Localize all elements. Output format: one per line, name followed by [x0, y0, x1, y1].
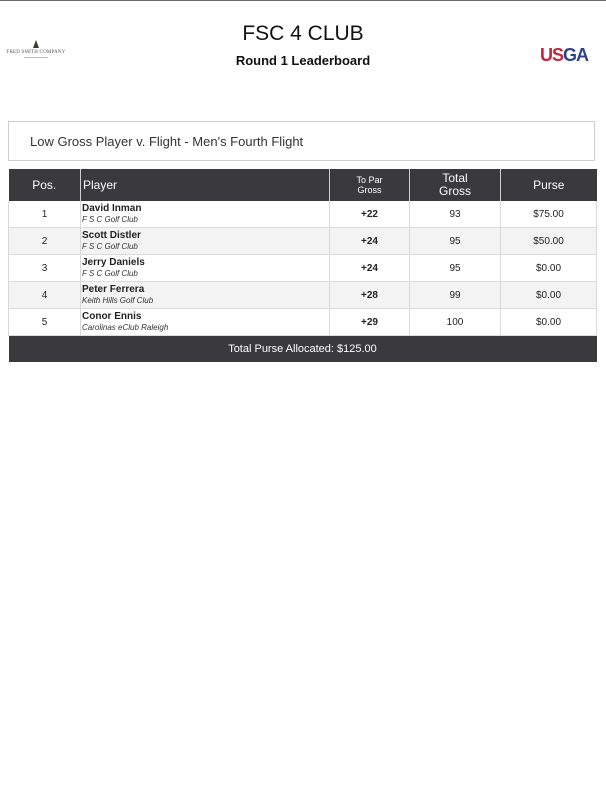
total-gross-cell: 100	[410, 309, 501, 336]
player-name: Peter Ferrera	[82, 284, 145, 295]
purse-cell: $0.00	[501, 309, 597, 336]
pos-cell: 5	[9, 309, 81, 336]
purse-cell: $50.00	[501, 228, 597, 255]
logo-wordmark: FRED SMITH COMPANY	[6, 50, 66, 55]
to-par-cell: +22	[330, 201, 410, 228]
total-gross-cell: 99	[410, 282, 501, 309]
player-club: Keith Hills Golf Club	[82, 296, 154, 305]
player-club: F S C Golf Club	[82, 269, 138, 278]
pos-cell: 3	[9, 255, 81, 282]
total-gross-cell: 95	[410, 228, 501, 255]
player-cell	[81, 282, 330, 309]
flight-title-box	[8, 121, 595, 161]
page-title: FSC 4 CLUB	[242, 22, 364, 45]
total-line2: Gross	[438, 184, 471, 198]
table-row	[9, 309, 597, 336]
player-cell	[81, 309, 330, 336]
player-name: David Inman	[82, 203, 142, 214]
purse-cell: $0.00	[501, 282, 597, 309]
to-par-cell: +29	[330, 309, 410, 336]
top-border-line	[0, 0, 606, 1]
player-club: Carolinas eClub Raleigh	[82, 323, 169, 332]
player-cell	[81, 255, 330, 282]
to-par-line2: Gross	[357, 185, 382, 195]
pos-cell: 2	[9, 228, 81, 255]
player-club: F S C Golf Club	[82, 242, 138, 251]
usga-logo	[540, 44, 600, 66]
pos-cell: 4	[9, 282, 81, 309]
column-header-player: Player	[81, 169, 330, 201]
table-row	[9, 201, 597, 228]
to-par-cell: +28	[330, 282, 410, 309]
table-header-row	[9, 169, 597, 201]
usga-logo-ga: GA	[563, 45, 589, 65]
to-par-cell: +24	[330, 228, 410, 255]
player-cell	[81, 201, 330, 228]
pos-cell: 1	[9, 201, 81, 228]
player-name: Scott Distler	[82, 230, 141, 241]
purse-cell: $75.00	[501, 201, 597, 228]
leaderboard-table	[8, 169, 597, 362]
page-subtitle: Round 1 Leaderboard	[235, 53, 371, 68]
to-par-line1: To Par	[356, 175, 383, 185]
table-row	[9, 228, 597, 255]
total-gross-cell: 93	[410, 201, 501, 228]
column-header-purse: Purse	[501, 169, 597, 201]
column-header-total-gross	[410, 169, 501, 201]
flight-title: Low Gross Player v. Flight - Men's Fourth Flight	[30, 134, 304, 149]
to-par-cell: +24	[330, 255, 410, 282]
column-header-pos: Pos.	[9, 169, 81, 201]
player-name: Jerry Daniels	[82, 257, 145, 268]
total-gross-cell: 95	[410, 255, 501, 282]
purse-cell: $0.00	[501, 255, 597, 282]
total-line1: Total	[442, 171, 468, 185]
player-cell	[81, 228, 330, 255]
column-header-to-par	[330, 169, 410, 201]
table-footer-row	[9, 336, 597, 363]
player-name: Conor Ennis	[82, 311, 142, 322]
table-row	[9, 282, 597, 309]
table-row	[9, 255, 597, 282]
usga-logo-us: US	[540, 45, 564, 65]
total-purse-allocated: Total Purse Allocated: $125.00	[9, 336, 597, 363]
player-club: F S C Golf Club	[82, 215, 138, 224]
